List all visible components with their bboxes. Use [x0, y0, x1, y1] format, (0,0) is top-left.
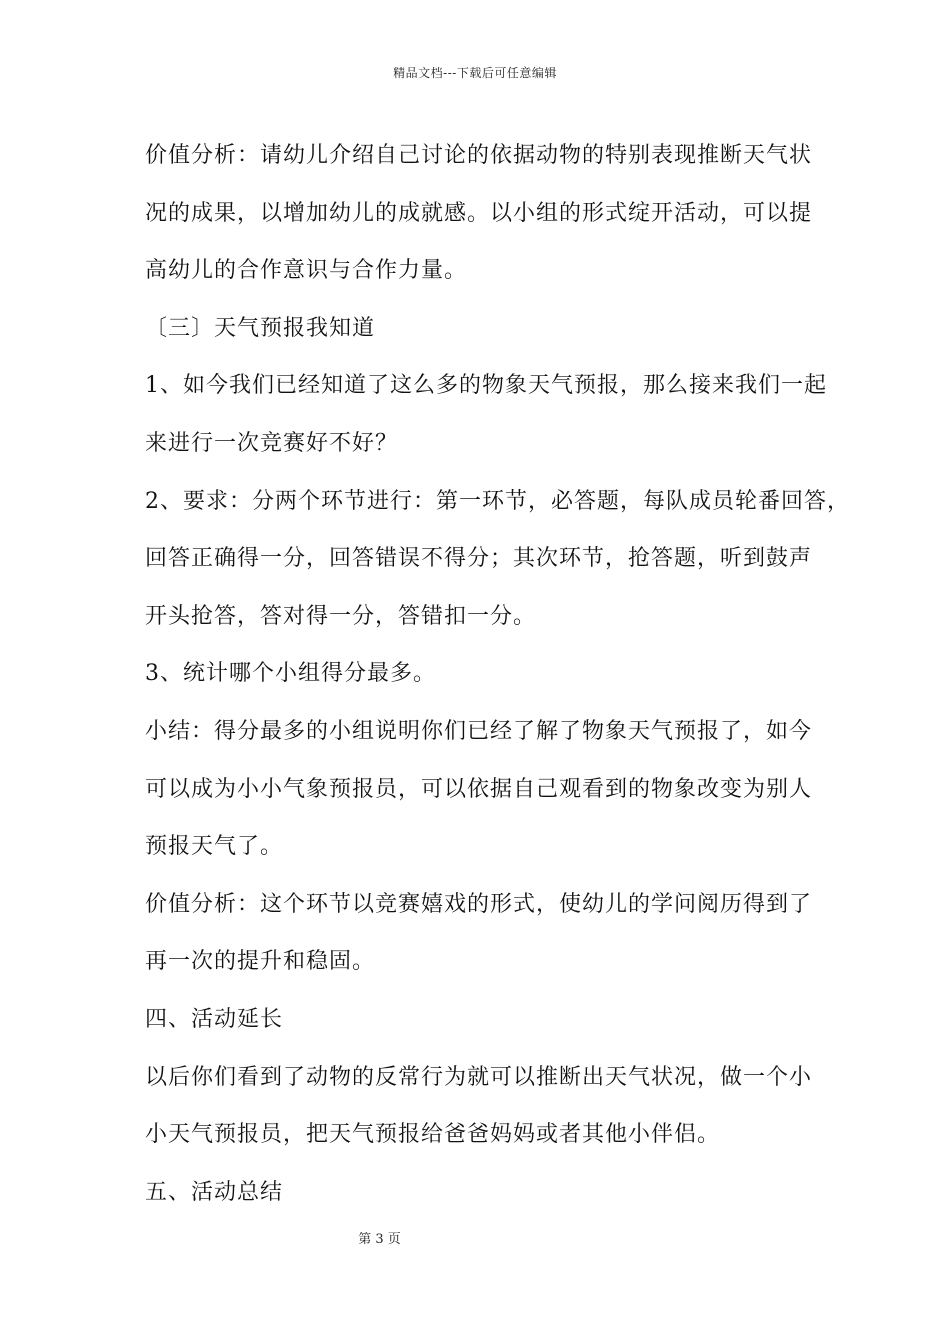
paragraph-line: 小结：得分最多的小组说明你们已经了解了物象天气预报了，如今 — [145, 718, 813, 744]
paragraph-line: 再一次的提升和稳固。 — [145, 949, 376, 975]
section-heading: 五、活动总结 — [145, 1179, 284, 1205]
paragraph-line: 来进行一次竞赛好不好？ — [145, 430, 399, 456]
paragraph-line: 3、统计哪个小组得分最多。 — [145, 661, 436, 687]
paragraph-line: 开头抢答，答对得一分，答错扣一分。 — [145, 603, 537, 629]
section-heading: 〔三〕天气预报我知道 — [145, 315, 376, 341]
paragraph-line: 高幼儿的合作意识与合作力量。 — [145, 258, 468, 284]
paragraph-line: 况的成果，以增加幼儿的成就感。以小组的形式绽开活动，可以提 — [145, 200, 813, 226]
section-heading: 四、活动延长 — [145, 1006, 284, 1032]
paragraph-line: 以后你们看到了动物的反常行为就可以推断出天气状况，做一个小 — [145, 1064, 813, 1090]
document-body — [145, 127, 850, 1221]
paragraph-line: 价值分析：请幼儿介绍自己讨论的依据动物的特别表现推断天气状 — [145, 143, 813, 168]
paragraph-line: 回答正确得一分，回答错误不得分；其次环节，抢答题，听到鼓声 — [145, 546, 813, 572]
paragraph-line: 2、要求：分两个环节进行：第一环节，必答题，每队成员轮番回答， — [145, 488, 850, 514]
paragraph-line: 1、如今我们已经知道了这么多的物象天气预报，那么接来我们一起 — [145, 373, 827, 399]
paragraph-line: 小天气预报员，把天气预报给爸爸妈妈或者其他小伴侣。 — [145, 1122, 721, 1148]
paragraph-line: 价值分析：这个环节以竞赛嬉戏的形式，使幼儿的学问阅历得到了 — [145, 891, 813, 917]
paragraph-line: 可以成为小小气象预报员，可以依据自己观看到的物象改变为别人 — [145, 776, 813, 802]
page-header: 精品文档---下载后可任意编辑 — [393, 66, 557, 80]
page-number: 第 3 页 — [358, 1232, 401, 1247]
paragraph-line: 预报天气了。 — [145, 834, 284, 860]
